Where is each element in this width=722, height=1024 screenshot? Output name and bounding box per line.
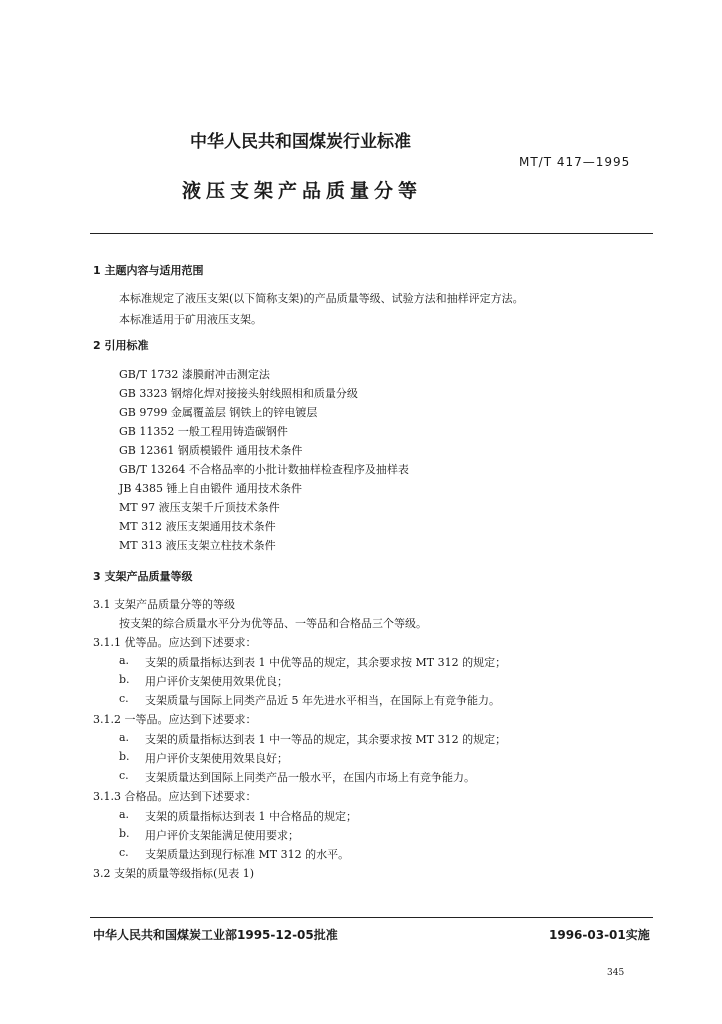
list-item-text: 用户评价支架使用效果良好； xyxy=(145,752,288,765)
reference-item: GB 11352 一般工程用铸造碳钢件 xyxy=(119,425,288,438)
section-1-paragraph-2: 本标准适用于矿用液压支架。 xyxy=(119,313,262,326)
approval-line: 中华人民共和国煤炭工业部1995-12-05批准 xyxy=(93,928,338,942)
standard-number: MT/T 417—1995 xyxy=(519,155,631,169)
header-rule xyxy=(90,233,653,234)
reference-item: GB 9799 金属覆盖层 钢铁上的锌电镀层 xyxy=(119,406,318,419)
list-item-text: 支架质量达到现行标准 MT 312 的水平。 xyxy=(145,848,350,861)
reference-item: GB 12361 钢质模锻件 通用技术条件 xyxy=(119,444,303,457)
document-title: 液压支架产品质量分等 xyxy=(182,180,423,202)
list-item-text: 支架质量达到国际上同类产品一般水平，在国内市场上有竞争能力。 xyxy=(145,771,475,784)
reference-item: MT 312 液压支架通用技术条件 xyxy=(119,520,276,533)
list-item-text: 支架的质量指标达到表 1 中合格品的规定； xyxy=(145,810,357,823)
clause-3-1-body: 按支架的综合质量水平分为优等品、一等品和合格品三个等级。 xyxy=(119,617,427,630)
reference-item: JB 4385 锤上自由锻件 通用技术条件 xyxy=(119,482,302,495)
list-marker: b. xyxy=(119,827,130,840)
list-marker: c. xyxy=(119,846,129,859)
clause-3-1-2-title: 3.1.2 一等品。应达到下述要求： xyxy=(93,713,257,726)
reference-item: MT 313 液压支架立柱技术条件 xyxy=(119,539,276,552)
list-marker: a. xyxy=(119,808,130,821)
list-item-text: 支架质量与国际上同类产品近 5 年先进水平相当，在国际上有竞争能力。 xyxy=(145,694,500,707)
list-item-text: 支架的质量指标达到表 1 中一等品的规定，其余要求按 MT 312 的规定； xyxy=(145,733,507,746)
section-3-heading: 3 支架产品质量等级 xyxy=(93,570,193,583)
org-title: 中华人民共和国煤炭行业标准 xyxy=(190,132,411,152)
implementation-date: 1996-03-01实施 xyxy=(549,928,650,942)
section-1-paragraph-1: 本标准规定了液压支架(以下简称支架)的产品质量等级、试验方法和抽样评定方法。 xyxy=(119,292,524,305)
reference-item: GB/T 1732 漆膜耐冲击测定法 xyxy=(119,368,270,381)
list-item-text: 支架的质量指标达到表 1 中优等品的规定，其余要求按 MT 312 的规定； xyxy=(145,656,507,669)
list-marker: c. xyxy=(119,769,129,782)
list-marker: c. xyxy=(119,692,129,705)
list-item-text: 用户评价支架能满足使用要求； xyxy=(145,829,299,842)
footer-rule xyxy=(90,917,653,918)
page-number: 345 xyxy=(607,968,625,978)
clause-3-1-3-title: 3.1.3 合格品。应达到下述要求： xyxy=(93,790,257,803)
list-item-text: 用户评价支架使用效果优良； xyxy=(145,675,288,688)
list-marker: b. xyxy=(119,750,130,763)
clause-3-1-1-title: 3.1.1 优等品。应达到下述要求： xyxy=(93,636,257,649)
list-marker: a. xyxy=(119,654,130,667)
section-1-heading: 1 主题内容与适用范围 xyxy=(93,264,204,277)
section-2-heading: 2 引用标准 xyxy=(93,339,149,352)
reference-item: GB/T 13264 不合格品率的小批计数抽样检查程序及抽样表 xyxy=(119,463,409,476)
list-marker: b. xyxy=(119,673,130,686)
clause-3-1-title: 3.1 支架产品质量分等的等级 xyxy=(93,598,235,611)
list-marker: a. xyxy=(119,731,130,744)
reference-item: GB 3323 钢熔化焊对接接头射线照相和质量分级 xyxy=(119,387,358,400)
reference-item: MT 97 液压支架千斤顶技术条件 xyxy=(119,501,280,514)
clause-3-2-title: 3.2 支架的质量等级指标(见表 1) xyxy=(93,867,255,880)
